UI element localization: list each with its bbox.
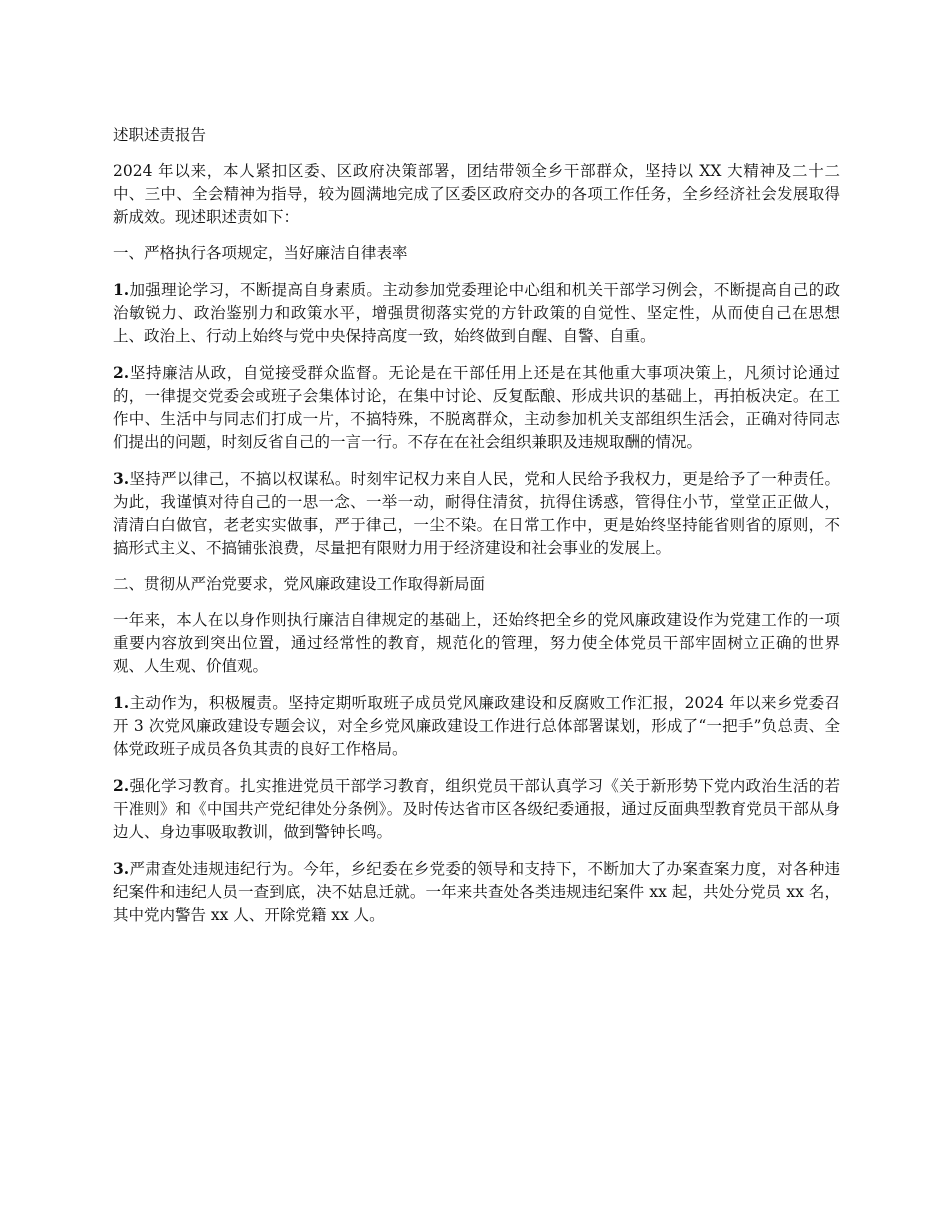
item-text: 主动作为，积极履责。坚持定期听取班子成员党风廉政建设和反腐败工作汇报，2024 年以来乡党委召开 3 次党风廉政建设专题会议，对全乡党风廉政建设工作进行总体部署谋划，形成了“一把手”负总责、全体党政班子成员各负其责的良好工作格局。 (113, 694, 840, 758)
item-number: 1. (113, 280, 130, 299)
section-2-intro: 一年来，本人在以身作则执行廉洁自律规定的基础上，还始终把全乡的党风廉政建设作为党建工作的一项重要内容放到突出位置，通过经常性的教育，规范化的管理，努力使全体党员干部牢固树立正确的世界观、人生观、价值观。 (113, 611, 840, 675)
item-text: 坚持廉洁从政，自觉接受群众监督。无论是在干部任用上还是在其他重大事项决策上，凡须讨论通过的，一律提交党委会或班子会集体讨论，在集中讨论、反复酝酿、形成共识的基础上，再拍板决定。在工作中、生活中与同志们打成一片，不搞特殊，不脱离群众，主动参加机关支部组织生活会，正确对待同志们提出的问题，时刻反省自己的一言一行。不存在在社会组织兼职及违规取酬的情况。 (113, 364, 840, 451)
item-number: 3. (113, 859, 130, 878)
intro-paragraph: 2024 年以来，本人紧扣区委、区政府决策部署，团结带领全乡干部群众，坚持以 XX 大精神及二十二中、三中、全会精神为指导，较为圆满地完成了区委区政府交办的各项工作任务，全乡经济社会发展取得新成效。现述职述责如下： (113, 162, 840, 226)
item-number: 2. (113, 776, 130, 795)
section-2-heading: 二、贯彻从严治党要求，党风廉政建设工作取得新局面 (113, 575, 486, 593)
document-title: 述职述责报告 (113, 126, 207, 144)
section-1-item-1 (113, 278, 840, 348)
item-text: 坚持严以律己，不搞以权谋私。时刻牢记权力来自人民，党和人民给予我权力，更是给予了一种责任。为此，我谨慎对待自己的一思一念、一举一动，耐得住清贫，抗得住诱惑，管得住小节，堂堂正正做人，清清白白做官，老老实实做事，严于律己，一尘不染。在日常工作中，更是始终坚持能省则省的原则，不搞形式主义、不搞铺张浪费，尽量把有限财力用于经济建设和社会事业的发展上。 (113, 470, 840, 557)
section-2-item-1 (113, 691, 840, 761)
document-page (113, 124, 840, 940)
section-1-item-3 (113, 467, 840, 560)
section-2-item-3 (113, 857, 840, 927)
item-number: 1. (113, 693, 130, 712)
item-number: 2. (113, 363, 130, 382)
section-1-item-2 (113, 361, 840, 454)
section-2-item-2 (113, 774, 840, 844)
item-text: 严肃查处违规违纪行为。今年，乡纪委在乡党委的领导和支持下，不断加大了办案查案力度，对各种违纪案件和违纪人员一查到底，决不姑息迁就。一年来共查处各类违规违纪案件 xx 起，共处分党员 xx 名，其中党内警告 xx 人、开除党籍 xx 人。 (113, 860, 840, 924)
item-text: 加强理论学习，不断提高自身素质。主动参加党委理论中心组和机关干部学习例会，不断提高自己的政治敏锐力、政治鉴别力和政策水平，增强贯彻落实党的方针政策的自觉性、坚定性，从而使自己在思想上、政治上、行动上始终与党中央保持高度一致，始终做到自醒、自警、自重。 (113, 281, 840, 345)
item-text: 强化学习教育。扎实推进党员干部学习教育，组织党员干部认真学习《关于新形势下党内政治生活的若干准则》和《中国共产党纪律处分条例》。及时传达省市区各级纪委通报，通过反面典型教育党员干部从身边人、身边事吸取教训，做到警钟长鸣。 (113, 777, 840, 841)
section-1-heading: 一、严格执行各项规定，当好廉洁自律表率 (113, 244, 408, 262)
item-number: 3. (113, 469, 130, 488)
